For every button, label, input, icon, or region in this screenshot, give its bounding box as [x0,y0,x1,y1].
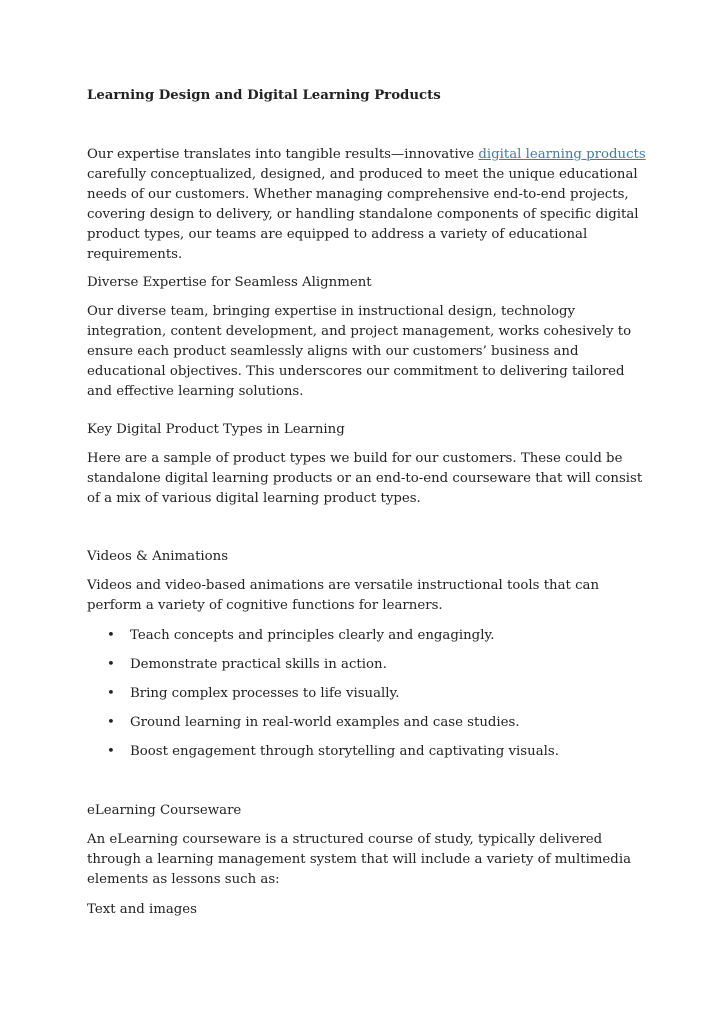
list-item [87,742,559,771]
section-heading-diverse-expertise: Diverse Expertise for Seamless Alignment [87,275,372,290]
list-item-text: Boost engagement through storytelling and captivating visuals. [130,744,559,759]
section-body-elearning-courseware: An eLearning courseware is a structured course of study, typically delivered through a learning management system that will include a variety of multimedia elements as lessons such as: [87,832,631,887]
intro-paragraph [87,145,647,265]
list-item [87,655,559,684]
section-body-videos-animations: Videos and video-based animations are versatile instructional tools that can perform a variety of cognitive functions for learners. [87,578,600,613]
section-body-key-product-types: Here are a sample of product types we build for our customers. These could be standalone digital learning products or an end-to-end courseware that will consist of a mix of various digital learning product types. [87,451,643,506]
intro-text-start: Our expertise translates into tangible results—innovative [87,147,479,162]
videos-benefits-list [87,626,559,771]
trailing-line-text-and-images: Text and images [87,902,197,917]
list-item [87,626,559,655]
list-item-text: Demonstrate practical skills in action. [130,657,387,672]
section-heading-elearning-courseware: eLearning Courseware [87,803,242,818]
bullet-icon: • [107,628,115,643]
bullet-icon: • [107,715,115,730]
bullet-icon: • [107,744,115,759]
list-item [87,684,559,713]
intro-text-end: carefully conceptualized, designed, and produced to meet the unique educational needs of our customers. Whether managing comprehensive end-to-end projects, covering design to delivery, or handling standalone components of specific digital product types, our teams are equipped to address a variety of educational requirements. [87,167,639,262]
list-item-text: Bring complex processes to life visually. [130,686,400,701]
list-item [87,713,559,742]
page-title: Learning Design and Digital Learning Products [87,88,441,103]
list-item-text: Teach concepts and principles clearly and engagingly. [130,628,495,643]
list-item-text: Ground learning in real-world examples and case studies. [130,715,520,730]
section-body-diverse-expertise: Our diverse team, bringing expertise in instructional design, technology integration, content development, and project management, works cohesively to ensure each product seamlessly aligns with our customers’ business and educational objectives. This underscores our commitment to delivering tailored and effective learning solutions. [87,304,632,399]
bullet-icon: • [107,657,115,672]
section-heading-videos-animations: Videos & Animations [87,549,229,564]
section-heading-key-product-types: Key Digital Product Types in Learning [87,422,345,437]
bullet-icon: • [107,686,115,701]
digital-learning-products-link[interactable]: digital learning products [478,147,646,162]
